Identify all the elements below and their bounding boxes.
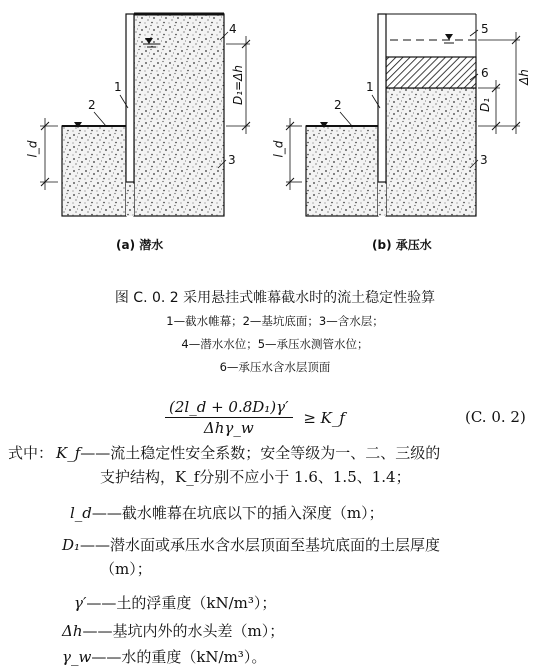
curtain-a	[126, 14, 134, 182]
definition-d1-cont: （m）；	[100, 560, 152, 578]
definition-text: ——土的浮重度（kN/m³）；	[86, 594, 277, 612]
label-a-4: 4	[229, 22, 237, 36]
definition-text: ——基坑内外的水头差（m）；	[82, 622, 285, 640]
definition-symbol: γ_w	[62, 648, 92, 666]
definition-kf-cont: 支护结构，K_f分别不应小于 1.6、1.5、1.4；	[100, 468, 411, 486]
soil-left-b	[306, 126, 378, 216]
label-b-2: 2	[334, 98, 342, 112]
label-a-1: 1	[114, 80, 122, 94]
formula-numerator: (2l_d + 0.8D₁)γ′	[165, 398, 293, 418]
formula-relation: ≥ K_f	[303, 408, 345, 427]
curtain-b	[378, 14, 386, 182]
label-b-5: 5	[481, 22, 489, 36]
panel-b-diagram	[286, 14, 520, 216]
formula-number: (C. 0. 2)	[465, 408, 526, 426]
panel-a-caption: (a) 潜水	[116, 238, 164, 252]
definition-ld	[70, 502, 384, 524]
soil-left-a	[62, 126, 126, 216]
definitions-intro: 式中：	[8, 444, 54, 462]
figure-title: 图 C. 0. 2 采用悬挂式帷幕截水时的流土稳定性验算	[114, 290, 436, 306]
label-a-2: 2	[88, 98, 96, 112]
aquitard-b	[386, 57, 476, 88]
legend-line-1: 1—截水帷幕；2—基坑底面；3—含水层；	[166, 314, 384, 328]
formula-fraction	[165, 398, 293, 437]
definition-kf	[56, 442, 546, 464]
formula-c-0-2	[165, 398, 345, 437]
panel-b-caption: (b) 承压水	[372, 238, 432, 252]
definition-dh	[62, 620, 284, 642]
definition-symbol: K_f	[56, 444, 81, 462]
definition-symbol: l_d	[70, 504, 92, 522]
definition-symbol: γ′	[74, 594, 87, 612]
definition-symbol: D₁	[62, 536, 81, 554]
panel-a-diagram	[40, 14, 250, 216]
formula-denominator: Δhγ_w	[203, 419, 254, 437]
label-a-ld: l_d	[25, 140, 40, 158]
definition-gamma-w	[62, 646, 266, 668]
label-b-6: 6	[481, 66, 489, 80]
label-b-ld: l_d	[271, 140, 286, 158]
definition-d1	[62, 534, 546, 556]
legend-line-3: 6—承压水含水层顶面	[219, 360, 331, 374]
soil-below-curtain-b	[378, 182, 386, 216]
definition-text: ——潜水面或承压水含水层顶面至基坑底面的土层厚度	[80, 536, 441, 554]
label-b-d1: D₁	[478, 97, 493, 113]
soil-below-curtain-a	[126, 182, 134, 216]
definition-gamma-prime	[74, 592, 276, 614]
soil-right-b	[386, 88, 476, 216]
definition-symbol: Δh	[62, 622, 83, 640]
label-b-dh: Δh	[516, 69, 531, 85]
definition-text: ——截水帷幕在坑底以下的插入深度（m）；	[91, 504, 384, 522]
label-a-d1-dh: D₁=Δh	[230, 65, 245, 105]
label-b-3: 3	[480, 153, 488, 167]
label-a-3: 3	[228, 153, 236, 167]
legend-line-2: 4—潜水水位；5—承压水测管水位；	[181, 337, 369, 351]
definition-text: ——流土稳定性安全系数；安全等级为一、二、三级的	[80, 444, 441, 462]
label-b-1: 1	[366, 80, 374, 94]
definition-text: ——水的重度（kN/m³）。	[91, 648, 267, 666]
